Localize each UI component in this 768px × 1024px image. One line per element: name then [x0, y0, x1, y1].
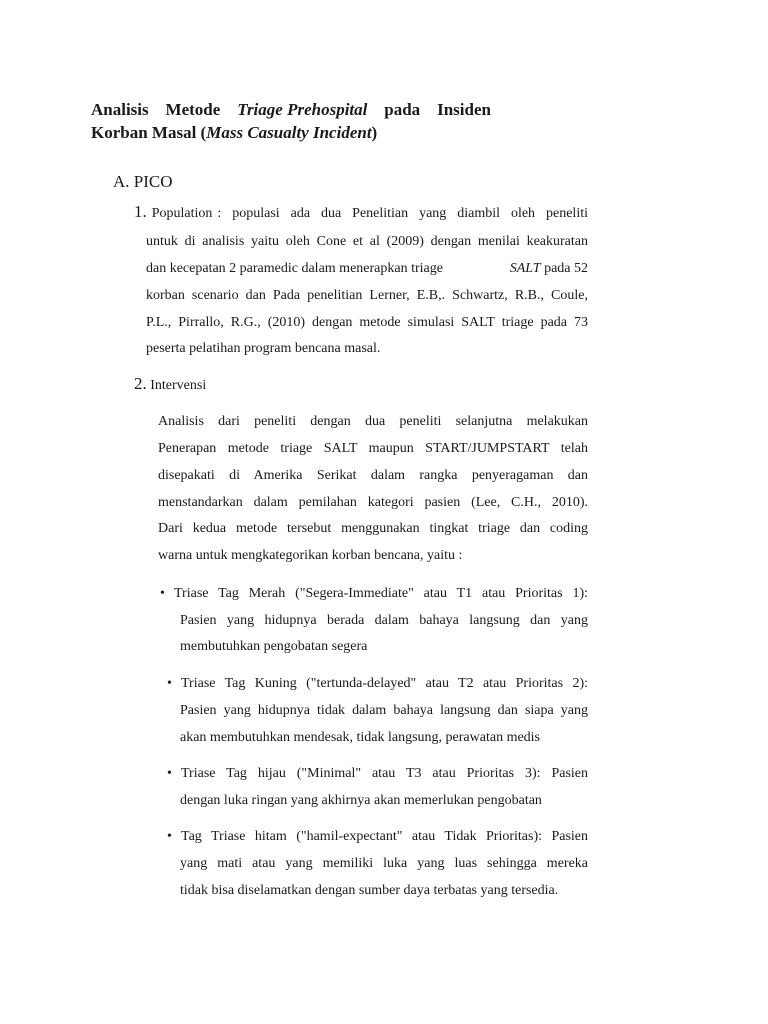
bullet-text: tidak bisa diselamatkan dengan sumber daya terbatas yang tersedia. [180, 883, 559, 898]
bullet-text: yang mati atau yang memiliki luka yang luas sehingga mereka [180, 856, 588, 871]
bullet-text: Tag Triase hitam ("hamil-expectant" atau Tidak Prioritas): Pasien [181, 829, 588, 844]
item-2-heading [134, 374, 206, 396]
bullet-item [167, 674, 588, 694]
bullet-text: Pasien yang hidupnya berada dalam bahaya langsung dan yang [180, 613, 588, 628]
item-label: Population [151, 206, 213, 221]
bullet-item [167, 764, 588, 784]
intervensi-line-4: menstandarkan dalam pemilahan kategori pasien (Lee, C.H., 2010). [158, 495, 588, 510]
item-1-line-3 [146, 259, 588, 279]
item-1-line-4: korban scenario dan Pada penelitian Lerner, E.B,. Schwartz, R.B., Coule, [146, 288, 588, 303]
title-word-italic: Triage Prehospital [237, 100, 368, 119]
document-title [91, 98, 491, 144]
bullet-text: membutuhkan pengobatan segera [180, 639, 368, 654]
item-label: Intervensi [150, 378, 207, 393]
title-word: Analisis [91, 100, 149, 119]
item-1-line-2: untuk di analisis yaitu oleh Cone et al (2009) dengan menilai keakuratan [146, 234, 588, 249]
item-1-text: dan kecepatan 2 paramedic dalam menerapkan triage [146, 261, 443, 276]
title-line2-end: ) [371, 123, 378, 142]
intervensi-line-5: Dari kedua metode tersebut menggunakan tingkat triage dan coding [158, 521, 588, 536]
section-heading: A. PICO [113, 172, 173, 191]
item-number: 1. [134, 202, 147, 221]
intervensi-line-6: warna untuk mengkategorikan korban bencana, yaitu : [158, 548, 463, 563]
item-1-italic-salt: SALT [509, 261, 541, 276]
bullet-text: dengan luka ringan yang akhirnya akan memerlukan pengobatan [180, 793, 542, 808]
bullet-text: akan membutuhkan mendesak, tidak langsung, perawatan medis [180, 730, 541, 745]
item-1-text: : populasi ada dua Penelitian yang diambil oleh peneliti [217, 206, 588, 221]
intervensi-line-1: Analisis dari peneliti dengan dua peneliti selanjutna melakukan [158, 414, 588, 429]
title-word: Metode [165, 100, 221, 119]
bullet-item [160, 584, 588, 604]
intervensi-line-2: Penerapan metode triage SALT maupun START/JUMPSTART telah [158, 441, 588, 456]
title-word: Insiden [437, 100, 491, 119]
bullet-text: Triase Tag hijau ("Minimal" atau T3 atau Prioritas 3): Pasien [181, 766, 588, 781]
intervensi-line-3: disepakati di Amerika Serikat dalam rangka penyeragaman dan [158, 468, 588, 483]
bullet-marker: • [167, 766, 172, 781]
bullet-text: Pasien yang hidupnya tidak dalam bahaya langsung dan siapa yang [180, 703, 588, 718]
bullet-marker: • [160, 586, 165, 601]
title-word: pada [384, 100, 421, 119]
item-1-line-6: peserta pelatihan program bencana masal. [146, 341, 381, 356]
item-1-line-1 [134, 202, 588, 224]
bullet-marker: • [167, 829, 172, 844]
bullet-marker: • [167, 676, 172, 691]
item-1-line-5: P.L., Pirrallo, R.G., (2010) dengan metode simulasi SALT triage pada 73 [146, 315, 588, 330]
bullet-item [167, 827, 588, 847]
title-line2-italic: Mass Casualty Incident [206, 123, 372, 142]
item-number: 2. [134, 374, 147, 393]
item-1-text: pada 52 [540, 261, 588, 276]
bullet-text: Triase Tag Kuning ("tertunda-delayed" atau T2 atau Prioritas 2): [181, 676, 588, 691]
title-line2-start: Korban Masal ( [91, 123, 207, 142]
bullet-text: Triase Tag Merah ("Segera-Immediate" atau T1 atau Prioritas 1): [174, 586, 588, 601]
